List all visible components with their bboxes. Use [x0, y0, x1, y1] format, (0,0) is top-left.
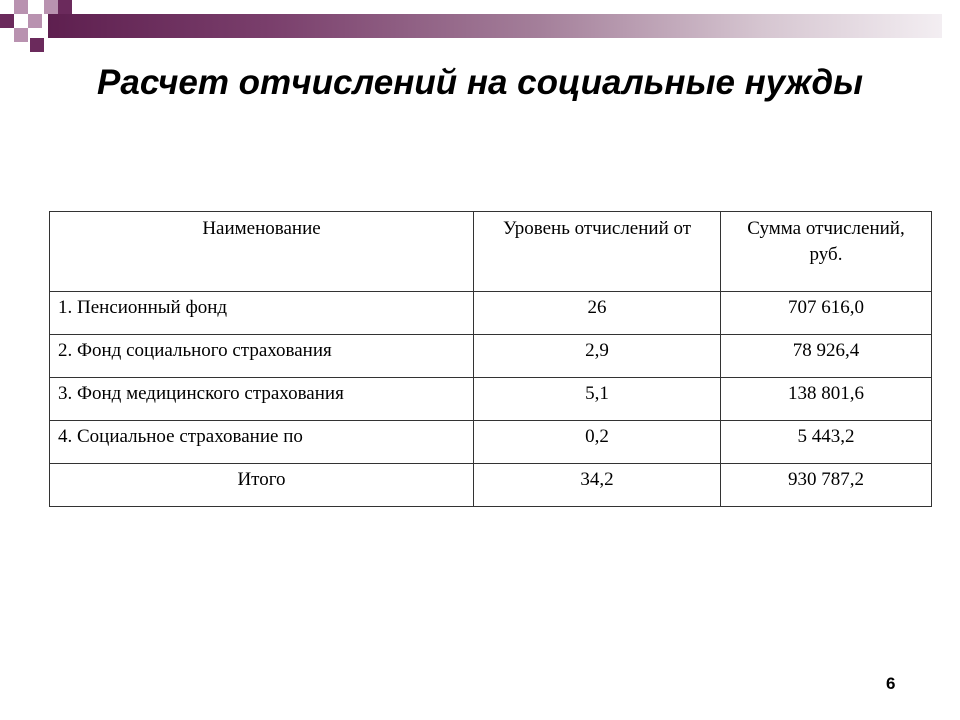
table-row — [50, 421, 932, 464]
row-sum: 5 443,2 — [721, 421, 932, 464]
row-sum: 138 801,6 — [721, 378, 932, 421]
row-name: 3. Фонд медицинского страхования — [50, 378, 474, 421]
table-row — [50, 292, 932, 335]
table-row — [50, 378, 932, 421]
row-level: 0,2 — [474, 421, 721, 464]
decorative-square — [14, 28, 28, 42]
header-name: Наименование — [50, 212, 474, 292]
decorative-square — [0, 14, 14, 28]
table-header-row — [50, 212, 932, 292]
header-level: Уровень отчислений от — [474, 212, 721, 292]
decorative-square — [14, 0, 28, 14]
table-row — [50, 335, 932, 378]
decorative-top-bar — [48, 14, 942, 38]
deductions-table — [49, 211, 932, 507]
total-sum: 930 787,2 — [721, 464, 932, 507]
decorative-corner-squares — [0, 0, 80, 60]
row-level: 26 — [474, 292, 721, 335]
header-sum: Сумма отчислений, руб. — [721, 212, 932, 292]
decorative-square — [44, 0, 58, 14]
row-name: 2. Фонд социального страхования — [50, 335, 474, 378]
row-sum: 78 926,4 — [721, 335, 932, 378]
decorative-square — [30, 38, 44, 52]
row-level: 2,9 — [474, 335, 721, 378]
total-name: Итого — [50, 464, 474, 507]
row-name: 4. Социальное страхование по — [50, 421, 474, 464]
table-total-row — [50, 464, 932, 507]
row-name: 1. Пенсионный фонд — [50, 292, 474, 335]
total-level: 34,2 — [474, 464, 721, 507]
row-sum: 707 616,0 — [721, 292, 932, 335]
row-level: 5,1 — [474, 378, 721, 421]
decorative-square — [28, 14, 42, 28]
decorative-square — [58, 0, 72, 14]
page-number: 6 — [886, 674, 896, 693]
slide-title: Расчет отчислений на социальные нужды — [97, 63, 863, 102]
